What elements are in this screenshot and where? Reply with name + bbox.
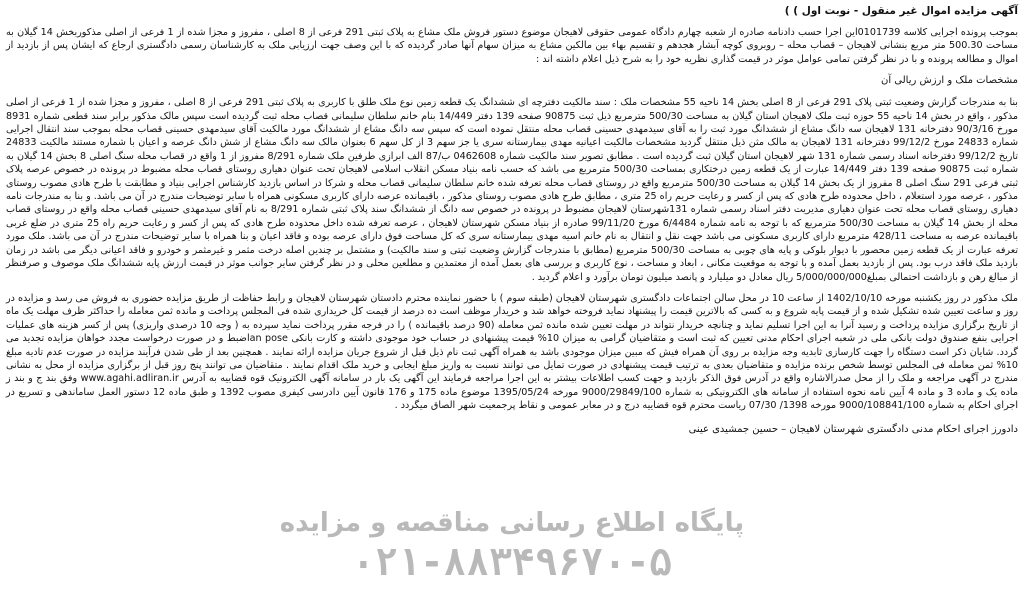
watermark-phone: ۰۲۱-۸۸۳۴۹۶۷۰-۵ [351, 540, 673, 584]
section-heading: مشخصات ملک و ارزش ریالی آن [880, 75, 1018, 87]
auction-paragraph: ملک مذکور در روز یکشنبه مورخه 1402/10/10 از ساعت 10 در محل سالن اجتماعات دادگستری شهرستان لاهیجان (طبقه سوم ) با حضور نماینده محترم دادستان شهرستان لاهیجان و رابط حفاظت از طریق مزایده حضوری به فروش می رسد و مزایده در روز و ساعت تعیین شده تشکیل شده و از قیمت پایه شروع و به کسی که بالاترین قیمت را پیشنهاد نماید فروخته خواهد شد و خریدار موظف است ده درصد از قیمت کل خریداری شده فی المجلس پرداخت و مانده ثمن معامله را حداکثر ظرف مهلت یک ماه از تاریخ برگزاری مزایده پرداخت و رسید آنرا به این اجرا تسلیم نماید و چنانچه خریدار نتواند در مهلت تعیین شده مانده ثمن معامله (90 درصد باقیمانده ) را در فرجه مقرر پرداخت نماید سپرده به ( وجه 10 درصدی واریزی) پس از کسر هزینه های عملیات اجرایی بنفع صندوق دولت بانکی ملی در شعبه اجرای احکام مدنی تعیین که ثبت است و متقاضیان گرامی به میزان 10% قیمت پیشنهادی در حساب خود موجودی داشته و کارت بانکی lan poseضبط و در صورت درخواست مجدد خواهان مزایده تجدید می گردد. شایان ذکر است دستگاه را جهت کارسازی ثابدیه وجه مزایده بر روی آن همراه فیش که مبین میزان موجودی باشد به همراه آگهی ثبت نام ذیل قبل از شروع جریان مزایده ارائه نمایند . همچنین بعد از طی شدن فرآیند مزایده در صورت عدم تادیه مبلغ 10% ثمن معامله فی المجلس توسط شخص برنده مزایده و متقاضیان بعدی به ترتیب قیمت پیشنهادی در صورت تمایل می توانند نسبت به واریز مبلغ ایجابی و خرید ملک اقدام نمایند . متقاضیان می توانند پنج روز قبل از برگزاری مزایده از محل به نشانی مندرج در آگهی مراجعه و ملک را از محل صدرالاشاره واقع در آدرس فوق الذکر بازدید و جهت کسب اطلاعات بیشتر به این اجرا مراجعه فرمایند این آگهی یک بار در سامانه آگهی الکترونیک قوه قضاییه به آدرس www.agahi.adliran.ir وفق بند ج و بند ز ماده یک و ماده 3 و ماده 4 آیین نامه نحوه استفاده از سامانه های الکترونیکی به شماره 9000/29849/100 مورخه 1395/05/24 موضوع ماده 175 و 176 قانون آیین دادرسی کیفری مصوب 1392 و طبق ماده 12 دستور العمل ساماندهی و تسریع در اجرای احکام به شماره 9000/108841/100 مورخه 1398/ 07/30 ریاست محترم قوه قضاییه درج و در معابر عمومی و نقاط پرجمعیت شهر الصاق میگردد . [6, 292, 1018, 412]
notice-document [6, 4, 1018, 603]
specs-paragraph: بنا به مندرجات گزارش وضعیت ثبتی پلاک 291 فرعی از 8 اصلی بخش 14 ناحیه 55 مشخصات ملک : سند مالکیت دفترچه ای ششدانگ یک قطعه زمین نوع ملک طلق با کاربری به پلاک ثبتی 291 فرعی از 8 اصلی ، مفروز و مجزا شده از 1 فرعی از اصلی مذکور ، واقع در بخش 14 ناحیه 55 حوزه ثبت ملک لاهیجان استان گیلان به مساحت 500/30 مترمربع ذیل ثبت 90875 صفحه 139 دفتر 14/449 بنام خانم سلطان سلیمانی قصاب محله ثبت گردیده است سپس مالک مذکور برابر سند قطعی شماره 8931 مورخ 90/3/16 دفترخانه 131 لاهیجان سه دانگ مشاع از ششدانگ مورد ثبت را به آقای سیدمهدی حسینی قصاب محله منتقل نموده است که سپس سه دانگ مشاع از ششدانگ مورد مالکیت آقای سیدمهدی حسینی قصاب محله بموجب سند انتقال اجرایی شماره 24833 مورخ 99/12/2 دفترخانه 131 لاهیجان به مالک مثن ذیل منتقل گردید مشخصات مالکیت اعیانیه مهدی بیمارستانه سری یا جز سهم 3 از کل سهم 6 بعنوان مالک سه دانگ مشاع از شش دانگ عرصه و اعیان با شماره مستند مالکیت 24833 تاریخ 99/12/2 دفترخانه اسناد رسمی شماره 131 شهر لاهیجان استان گیلان ثبت گردیده است . مطابق تصویر سند مالکیت شماره 0462608 ب/87 الف ابرازی طرفین ملک شماره 8/291 مفروز از 1 واقع در قصاب محله سنگ اصلی 8 بخش 14 گیلان به شماره ثبت 90875 صفحه 139 دفتر 14/449 عبارت از یک قطعه زمین درختکاری بمساحت 500/30 مترمربع می باشد که حسب نامه بنیاد مسکن انقلاب اسلامی لاهیجان تحت عنوان دهیاری روستای قصاب محله مضبوط در پرونده در خصوص عرصه پلاک ثبتی فرعی 291 سنگ اصلی 8 مفروز از یک بخش 14 گیلان به مساحت 500/30 مترمربع واقع در روستای قصاب محله تعرفه شده خانم سلطان سلیمانی قصاب محله و شرکا در اساس بازدید کارشناس اجرایی بنیاد و مطابقت با طرح هادی مصوب روستای مذکور ، عرصه مورد استعلام ، داخل محدوده طرح هادی که پس از کسر و رعایت حریم راه 25 متری ، مطابق طرح هادی مصوب روستای مذکور ، باقیمانده عرصه دارای کاربری مسکونی همراه با سایر توضیحات مندرج در آن می باشد. و بنا به مندرجات نامه دهیاری روستای قصاب محله تحت عنوان دهیاری مدیریت دفتر اسناد رسمی شماره 131شهرستان لاهیجان مضبوط در پرونده در خصوص سه دانگ از ششدانگ سند پلاک ثبتی شماره 8/291 به نام آقای سیدمهدی حسینی قصاب محله واقع در روستای قصاب محله از بخش 14 گیلان به مساحت 500/30 مترمربع که با توجه به نامه شماره 6/4484 مورخ 99/11/20 صادره از بنیاد مسکن شهرستان لاهیجان ، عرصه تعرفه شده داخل محدوده طرح هادی که پس از کسر و رعایت حریم راه 25 متری در ضلع غربی باقیمانده عرصه به مساحت 428/11 مترمربع دارای کاربری مسکونی می باشد جهت نقل و انتقال به نام خانم اسیه مهدی بیمارستانه سری که کل مساحت فوق دارای عرصه بوده و فاقد اعیان و بنا همراه با سایر توضیحات مندرج در آن می باشد. ملک مورد تعرفه عبارت از یک قطعه زمین محصور با دیوار بلوکی و پایه های چوبی به مساحت 500/30 مترمربع (مطابق با مندرجات گزارش وضعیت ثبتی و سند مالکیت) و مشتمل بر چندین اصله درخت مثمر و غیرمثمر و خودرو و فاقد اعیانی دیگر می باشد در زمان بازدید ملک فاقد درب بود. پس از بازدید بعمل آمده و با توجه به موقعیت مکانی ، ابعاد و مساحت ، نوع کاربری و بررسی های بعمل آمده از معتمدین و مطلعین محلی و در نظر گرفتن سایر جوانب موثر در قیمت ارزش پایه ششدانگ ملک موصوف و صرفنظر از مبالغ رهن و بازداشت احتمالی بمبلغ5/000/000/000 ریال معادل دو میلیارد و پانصد میلیون تومان برآورد و اعلام گردید . [6, 97, 1019, 283]
intro-paragraph: بموجب پرونده اجرایی کلاسه 0101739این اجرا حسب دادنامه صادره از شعبه چهارم دادگاه عمومی حقوقی لاهیجان موضوع دستور فروش ملک مشاع به پلاک ثبتی 291 فرعی از 8 اصلی ، مفروز و مجزا شده از 1 فرعی از اصلی مذکوربخش 14 گیلان به مساحت 500.30 متر مربع بنشانی لاهیجان – قصاب محله – روبروی کوچه آبشار هجدهم و تقسیم بهاء بین مالکین مشاع به میزان سهام آنها صادر گردیده که با این وصف جهت ارزیابی ملک به کارشناسان رسمی دادگستری ارجاع که ایشان پس از بازدید از اموال و مطالعه پرونده و با در نظر گرفتن تمامی عوامل موثر در قیمت گذاری نظریه خود را به شرح ذیل اعلام داشته اند : [6, 27, 1019, 65]
notice-title: آگهی مزایده اموال غیر منقول - نوبت اول ) ) [784, 5, 1018, 17]
signature-line: دادورز اجرای احکام مدنی دادگستری شهرستان لاهیجان – حسین جمشیدی عینی [688, 423, 1018, 435]
watermark-site-name: پایگاه اطلاع رسانی مناقصه و مزایده [279, 508, 745, 538]
